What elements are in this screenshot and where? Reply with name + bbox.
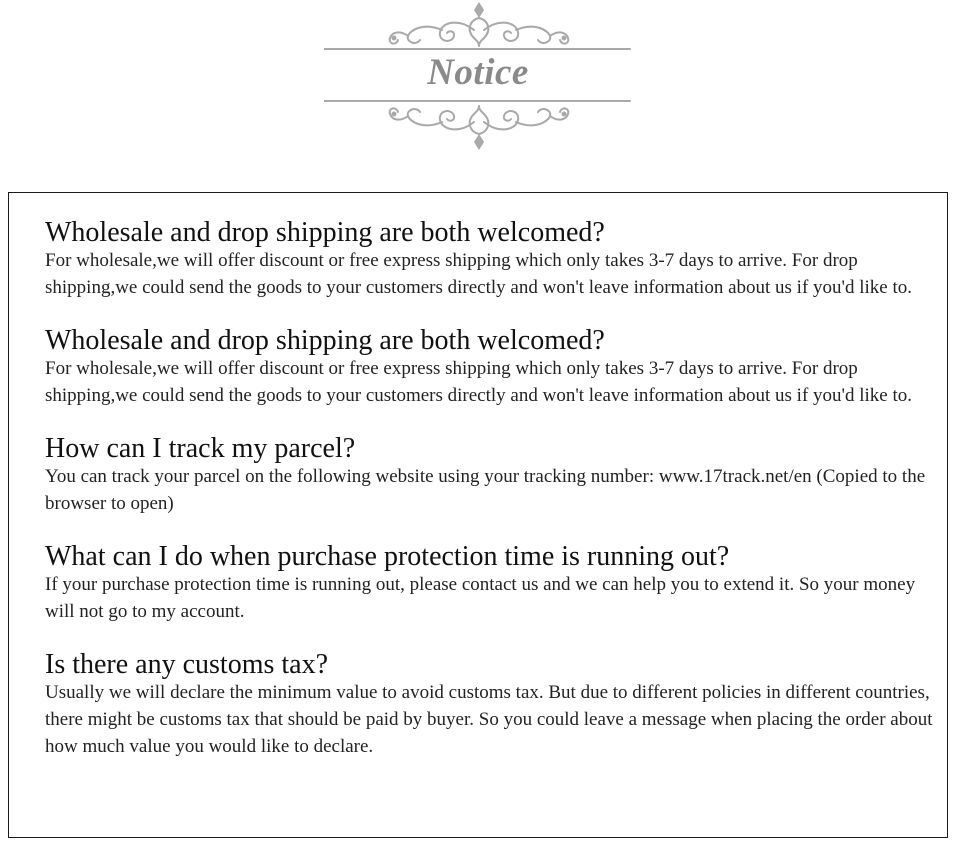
faq-item-wholesale-1 — [45, 219, 945, 301]
faq-panel — [8, 192, 948, 838]
faq-item-tracking — [45, 435, 945, 517]
faq-question: How can I track my parcel? — [45, 433, 356, 464]
faq-answer: For wholesale,we will offer discount or free express shipping which only takes 3-7 days to arrive. For drop shipping,we could send the goods to your customers directly and won't leave information about us if you'd like to. — [45, 358, 912, 406]
faq-item-customs-tax — [45, 651, 945, 760]
faq-list — [45, 219, 945, 786]
faq-item-purchase-protection — [45, 543, 945, 625]
faq-question: Wholesale and drop shipping are both welcomed? — [45, 217, 605, 248]
faq-question: Wholesale and drop shipping are both welcomed? — [45, 325, 605, 356]
faq-answer: Usually we will declare the minimum value to avoid customs tax. But due to different policies in different countries, there might be customs tax that should be paid by buyer. So you could leave a message when placing the order about how much value you would like to declare. — [45, 682, 933, 757]
notice-title: Notice — [427, 52, 529, 93]
notice-banner — [324, 0, 632, 152]
faq-question: Is there any customs tax? — [45, 649, 329, 680]
faq-item-wholesale-2 — [45, 327, 945, 409]
faq-answer: If your purchase protection time is running out, please contact us and we can help you to extend it. So your money will not go to my account. — [45, 574, 916, 622]
faq-answer: You can track your parcel on the following website using your tracking number: www.17track.net/en (Copied to the browser to open) — [45, 466, 926, 514]
faq-question: What can I do when purchase protection time is running out? — [45, 541, 730, 572]
faq-answer: For wholesale,we will offer discount or free express shipping which only takes 3-7 days to arrive. For drop shipping,we could send the goods to your customers directly and won't leave information about us if you'd like to. — [45, 250, 912, 298]
